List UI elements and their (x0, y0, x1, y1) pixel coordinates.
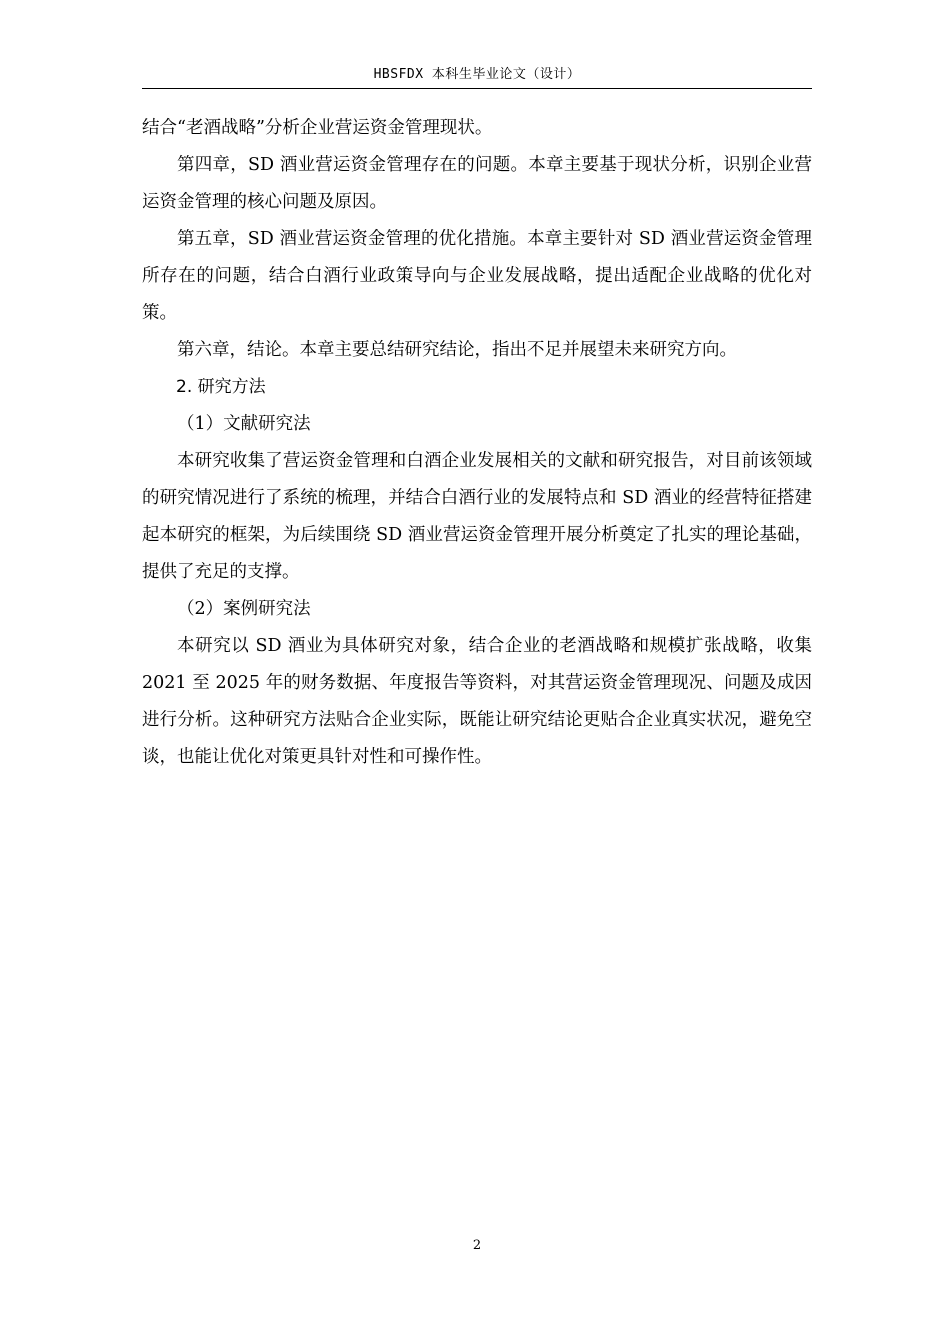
paragraph-chapter-five: 第五章，SD 酒业营运资金管理的优化措施。本章主要针对 SD 酒业营运资金管理所存在的问题，结合白酒行业政策导向与企业发展战略，提出适配企业战略的优化对策。 (142, 229, 812, 323)
paragraph-continuation: 结合“老酒战略”分析企业营运资金管理现状。 (142, 118, 493, 138)
document-body (142, 110, 812, 776)
paragraph-chapter-six: 第六章，结论。本章主要总结研究结论，指出不足并展望未来研究方向。 (177, 340, 737, 360)
page-number: 2 (472, 1238, 482, 1253)
header-divider (142, 88, 812, 89)
section-heading-research-methods: 2. 研究方法 (176, 377, 266, 397)
paragraph-case-study-method: 本研究以 SD 酒业为具体研究对象，结合企业的老酒战略和规模扩张战略，收集 2021 至 2025 年的财务数据、年度报告等资料，对其营运资金管理现况、问题及成因进行分析。这种研究方法贴合企业实际，既能让研究结论更贴合企业真实状况，避免空谈，也能让优化对策更具针对性和可操作性。 (142, 636, 812, 767)
subheading-case-study-method: （2）案例研究法 (177, 599, 311, 619)
paragraph-literature-method: 本研究收集了营运资金管理和白酒企业发展相关的文献和研究报告，对目前该领域的研究情况进行了系统的梳理，并结合白酒行业的发展特点和 SD 酒业的经营特征搭建起本研究的框架，为后续围绕 SD 酒业营运资金管理开展分析奠定了扎实的理论基础，提供了充足的支撑。 (142, 451, 812, 582)
subheading-literature-method: （1）文献研究法 (177, 414, 311, 434)
page-header: HBSFDX 本科生毕业论文（设计） (373, 67, 581, 82)
paragraph-chapter-four: 第四章，SD 酒业营运资金管理存在的问题。本章主要基于现状分析，识别企业营运资金管理的核心问题及原因。 (142, 155, 812, 212)
